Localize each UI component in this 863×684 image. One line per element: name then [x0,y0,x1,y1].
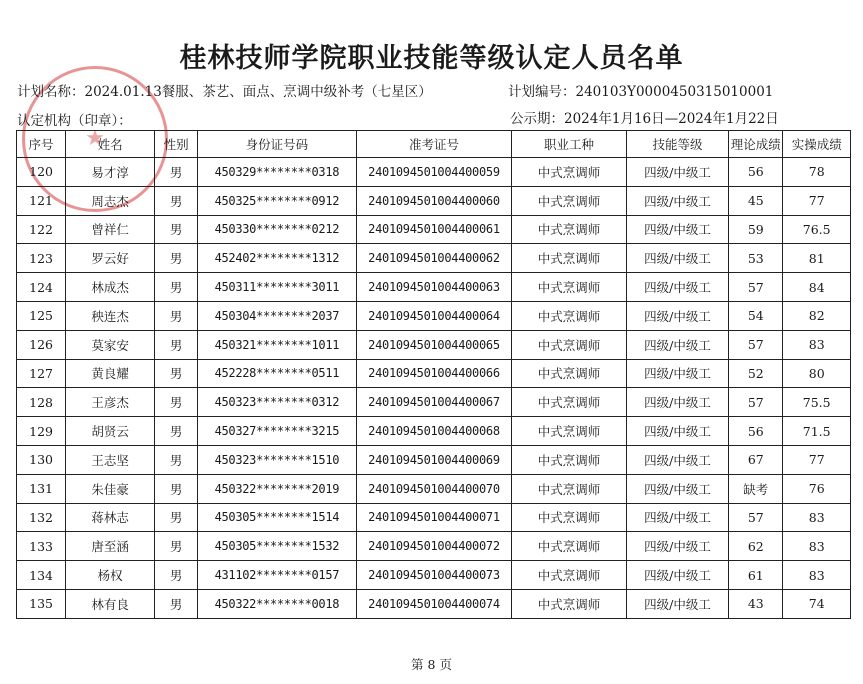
cell-occupation: 中式烹调师 [512,330,627,359]
table-row [17,417,851,446]
cell-gender: 男 [155,273,198,302]
cell-exam-number: 2401094501004400074 [356,589,512,618]
cell-skill-level: 四级/中级工 [626,503,728,532]
header-exam-number: 准考证号 [356,131,512,158]
header-seq: 序号 [17,131,66,158]
cell-gender: 男 [155,359,198,388]
table-row [17,589,851,618]
table-row [17,330,851,359]
cell-name: 周志杰 [66,186,155,215]
table-row [17,273,851,302]
cell-id-number: 450325********0912 [198,186,357,215]
cell-occupation: 中式烹调师 [512,273,627,302]
cell-practical-score: 82 [783,301,851,330]
cell-theory-score: 56 [729,417,783,446]
cell-occupation: 中式烹调师 [512,561,627,590]
table-row [17,532,851,561]
table-body [17,158,851,619]
cell-seq: 121 [17,186,66,215]
cell-seq: 124 [17,273,66,302]
cell-id-number: 450322********2019 [198,474,357,503]
cell-id-number: 450304********2037 [198,301,357,330]
notice-period-line [510,107,779,127]
cell-seq: 132 [17,503,66,532]
cell-practical-score: 71.5 [783,417,851,446]
cell-theory-score: 52 [729,359,783,388]
cell-skill-level: 四级/中级工 [626,301,728,330]
cell-skill-level: 四级/中级工 [626,330,728,359]
cell-exam-number: 2401094501004400065 [356,330,512,359]
cell-occupation: 中式烹调师 [512,532,627,561]
certifying-org-label: 认定机构（印章）： [17,113,132,129]
cell-theory-score: 45 [729,186,783,215]
cell-practical-score: 83 [783,532,851,561]
cell-occupation: 中式烹调师 [512,215,627,244]
cell-theory-score: 54 [729,301,783,330]
cell-seq: 128 [17,388,66,417]
cell-skill-level: 四级/中级工 [626,532,728,561]
cell-skill-level: 四级/中级工 [626,589,728,618]
header-occupation: 职业工种 [512,131,627,158]
cell-name: 秧连杰 [66,301,155,330]
cell-seq: 125 [17,301,66,330]
cell-practical-score: 78 [783,158,851,187]
table-row [17,301,851,330]
cell-id-number: 450322********0018 [198,589,357,618]
cell-id-number: 450329********0318 [198,158,357,187]
cell-occupation: 中式烹调师 [512,244,627,273]
cell-id-number: 452402********1312 [198,244,357,273]
cell-theory-score: 57 [729,388,783,417]
cell-name: 蒋林志 [66,503,155,532]
plan-number-value: 240103Y0000450315010001 [575,84,774,100]
plan-name-value: 2024.01.13餐服、茶艺、面点、烹调中级补考（七星区） [84,84,432,100]
table-row [17,388,851,417]
plan-name-label: 计划名称： [17,84,85,100]
cell-seq: 131 [17,474,66,503]
cell-gender: 男 [155,474,198,503]
cell-skill-level: 四级/中级工 [626,273,728,302]
cell-id-number: 450311********3011 [198,273,357,302]
cell-skill-level: 四级/中级工 [626,417,728,446]
cell-gender: 男 [155,589,198,618]
cell-name: 林成杰 [66,273,155,302]
cell-practical-score: 83 [783,330,851,359]
cell-skill-level: 四级/中级工 [626,561,728,590]
cell-exam-number: 2401094501004400070 [356,474,512,503]
cell-gender: 男 [155,445,198,474]
cell-exam-number: 2401094501004400072 [356,532,512,561]
cell-skill-level: 四级/中级工 [626,215,728,244]
cell-gender: 男 [155,503,198,532]
table-row [17,186,851,215]
page-number: 第 8 页 [411,657,452,672]
header-skill-level: 技能等级 [626,131,728,158]
cell-name: 胡贤云 [66,417,155,446]
svg-text:★: ★ [85,126,105,151]
cell-seq: 135 [17,589,66,618]
cell-practical-score: 83 [783,561,851,590]
cell-exam-number: 2401094501004400064 [356,301,512,330]
cell-name: 王彦杰 [66,388,155,417]
cell-occupation: 中式烹调师 [512,417,627,446]
cell-seq: 120 [17,158,66,187]
cell-exam-number: 2401094501004400067 [356,388,512,417]
cell-exam-number: 2401094501004400061 [356,215,512,244]
cell-seq: 129 [17,417,66,446]
cell-id-number: 450327********3215 [198,417,357,446]
plan-name-line [17,80,432,100]
cell-gender: 男 [155,215,198,244]
cell-exam-number: 2401094501004400059 [356,158,512,187]
cell-name: 朱佳豪 [66,474,155,503]
plan-number-label: 计划编号： [508,84,576,100]
table-header-row [17,131,851,158]
cell-theory-score: 57 [729,503,783,532]
cell-exam-number: 2401094501004400066 [356,359,512,388]
cell-theory-score: 43 [729,589,783,618]
cell-seq: 130 [17,445,66,474]
cell-occupation: 中式烹调师 [512,474,627,503]
cell-seq: 122 [17,215,66,244]
table-row [17,158,851,187]
cell-name: 黄良耀 [66,359,155,388]
cell-theory-score: 缺考 [729,474,783,503]
cell-name: 王志坚 [66,445,155,474]
table-row [17,445,851,474]
cell-seq: 127 [17,359,66,388]
cell-exam-number: 2401094501004400060 [356,186,512,215]
cell-seq: 126 [17,330,66,359]
cell-exam-number: 2401094501004400062 [356,244,512,273]
cell-seq: 134 [17,561,66,590]
cell-gender: 男 [155,158,198,187]
notice-period-value: 2024年1月16日—2024年1月22日 [564,111,779,127]
cell-practical-score: 75.5 [783,388,851,417]
cell-gender: 男 [155,244,198,273]
table-row [17,359,851,388]
cell-exam-number: 2401094501004400068 [356,417,512,446]
cell-occupation: 中式烹调师 [512,388,627,417]
cell-exam-number: 2401094501004400063 [356,273,512,302]
cell-id-number: 431102********0157 [198,561,357,590]
header-theory-score: 理论成绩 [729,131,783,158]
cell-practical-score: 84 [783,273,851,302]
cell-practical-score: 76 [783,474,851,503]
cell-name: 易才淳 [66,158,155,187]
cell-occupation: 中式烹调师 [512,186,627,215]
cell-gender: 男 [155,301,198,330]
cell-name: 曾祥仁 [66,215,155,244]
cell-seq: 123 [17,244,66,273]
cell-skill-level: 四级/中级工 [626,186,728,215]
table-row [17,215,851,244]
cell-gender: 男 [155,186,198,215]
header-gender: 性别 [155,131,198,158]
cell-id-number: 450323********1510 [198,445,357,474]
cell-occupation: 中式烹调师 [512,158,627,187]
cell-name: 杨权 [66,561,155,590]
cell-theory-score: 53 [729,244,783,273]
candidate-table [16,130,851,619]
cell-id-number: 450330********0212 [198,215,357,244]
cell-practical-score: 76.5 [783,215,851,244]
table-row [17,244,851,273]
cell-skill-level: 四级/中级工 [626,388,728,417]
cell-id-number: 450305********1532 [198,532,357,561]
cell-skill-level: 四级/中级工 [626,244,728,273]
cell-practical-score: 77 [783,186,851,215]
cell-gender: 男 [155,532,198,561]
cell-exam-number: 2401094501004400069 [356,445,512,474]
cell-occupation: 中式烹调师 [512,503,627,532]
header-id-number: 身份证号码 [198,131,357,158]
table-row [17,474,851,503]
cell-practical-score: 83 [783,503,851,532]
table-row [17,503,851,532]
cell-id-number: 450305********1514 [198,503,357,532]
cell-exam-number: 2401094501004400071 [356,503,512,532]
cell-theory-score: 62 [729,532,783,561]
notice-period-label: 公示期： [510,111,564,127]
cell-skill-level: 四级/中级工 [626,158,728,187]
cell-id-number: 452228********0511 [198,359,357,388]
header-practical-score: 实操成绩 [783,131,851,158]
cell-gender: 男 [155,561,198,590]
table-row [17,561,851,590]
cell-gender: 男 [155,388,198,417]
cell-id-number: 450323********0312 [198,388,357,417]
cell-skill-level: 四级/中级工 [626,359,728,388]
cell-theory-score: 59 [729,215,783,244]
cell-practical-score: 81 [783,244,851,273]
cell-theory-score: 57 [729,330,783,359]
cell-theory-score: 61 [729,561,783,590]
cell-gender: 男 [155,330,198,359]
cell-practical-score: 77 [783,445,851,474]
cell-skill-level: 四级/中级工 [626,445,728,474]
document-title: 桂林技师学院职业技能等级认定人员名单 [179,43,684,74]
cell-occupation: 中式烹调师 [512,359,627,388]
cell-occupation: 中式烹调师 [512,589,627,618]
plan-number-line [508,80,773,100]
cell-theory-score: 57 [729,273,783,302]
cell-gender: 男 [155,417,198,446]
header-name: 姓名 [66,131,155,158]
cell-id-number: 450321********1011 [198,330,357,359]
cell-seq: 133 [17,532,66,561]
cell-theory-score: 67 [729,445,783,474]
cell-occupation: 中式烹调师 [512,445,627,474]
cell-occupation: 中式烹调师 [512,301,627,330]
cell-theory-score: 56 [729,158,783,187]
cell-skill-level: 四级/中级工 [626,474,728,503]
cell-practical-score: 74 [783,589,851,618]
cell-name: 罗云好 [66,244,155,273]
cell-practical-score: 80 [783,359,851,388]
cell-name: 林有良 [66,589,155,618]
cell-exam-number: 2401094501004400073 [356,561,512,590]
cell-name: 莫家安 [66,330,155,359]
cell-name: 唐至涵 [66,532,155,561]
